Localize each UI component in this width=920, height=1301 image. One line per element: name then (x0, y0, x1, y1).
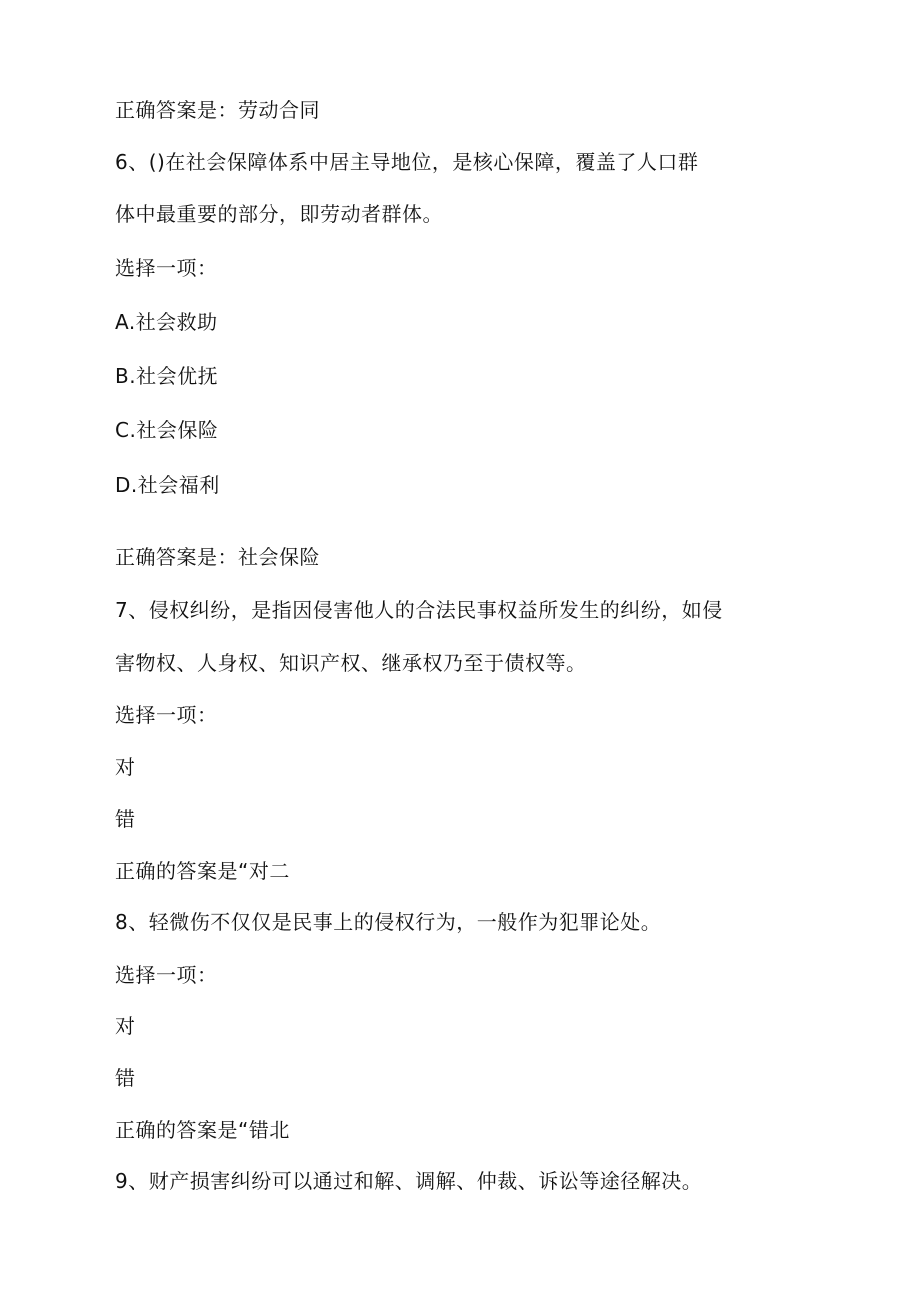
question-6-option-b: B.社会优抚 (115, 364, 219, 388)
question-7-answer: 正确的答案是“对二 (115, 859, 290, 883)
question-6-option-a: A.社会救助 (115, 310, 218, 334)
question-7-option-false: 错 (115, 807, 136, 831)
question-6-answer: 正确答案是：社会保险 (115, 545, 320, 569)
question-9-text-line-1: 9、财产损害纠纷可以通过和解、调解、仲裁、诉讼等途径解决。 (115, 1169, 703, 1193)
question-7-text-line-2: 害物权、人身权、知识产权、继承权乃至于债权等。 (115, 651, 587, 675)
question-8-option-false: 错 (115, 1066, 136, 1090)
question-6-text-line-1: 6、()在社会保障体系中居主导地位，是核心保障，覆盖了人口群 (115, 150, 699, 174)
question-6-text-line-2: 体中最重要的部分，即劳动者群体。 (115, 202, 443, 226)
question-8-answer: 正确的答案是“错北 (115, 1118, 290, 1142)
question-7-option-true: 对 (115, 755, 136, 779)
previous-answer: 正确答案是：劳动合同 (115, 98, 320, 122)
question-8-prompt: 选择一项： (115, 963, 218, 987)
question-6-prompt: 选择一项： (115, 256, 218, 280)
question-8-option-true: 对 (115, 1014, 136, 1038)
question-7-text-line-1: 7、侵权纠纷，是指因侵害他人的合法民事权益所发生的纠纷，如侵 (115, 598, 723, 622)
question-6-option-d: D.社会福利 (115, 473, 220, 497)
question-7-prompt: 选择一项： (115, 703, 218, 727)
question-6-option-c: C.社会保险 (115, 418, 219, 442)
question-8-text-line-1: 8、轻微伤不仅仅是民事上的侵权行为，一般作为犯罪论处。 (115, 910, 662, 934)
